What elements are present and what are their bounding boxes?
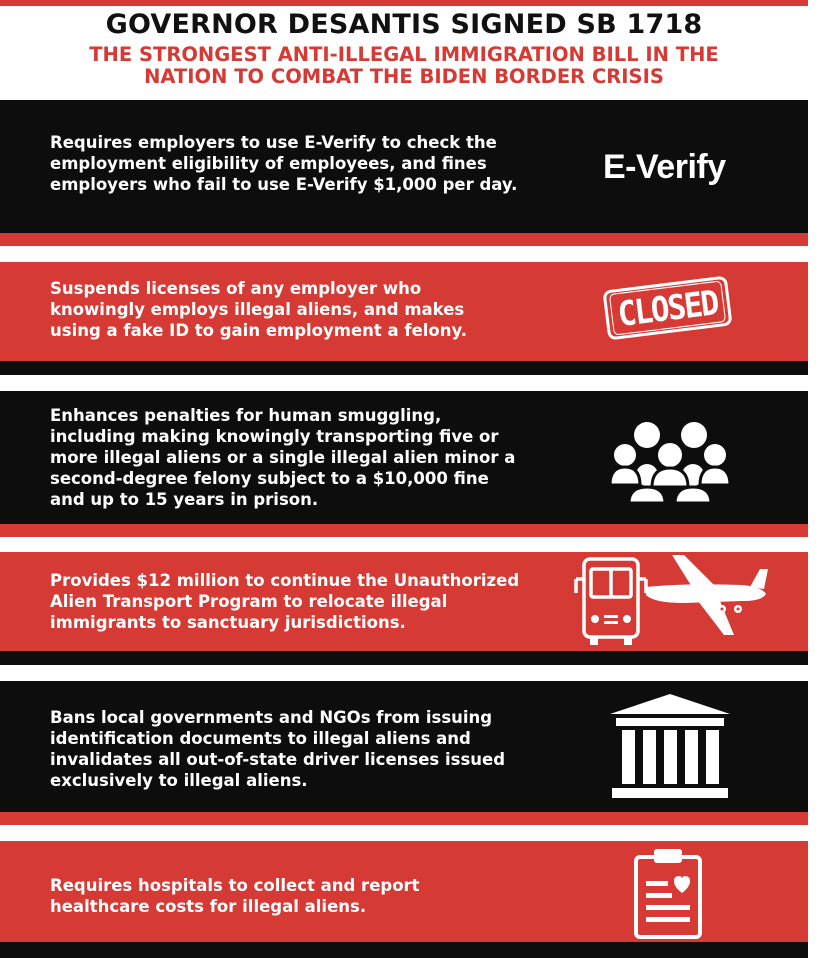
panel-line: Bans local governments and NGOs from issuing — [50, 708, 493, 727]
bottom-stripe — [0, 942, 808, 958]
panel-line: employment eligibility of employees, and fines — [50, 154, 487, 173]
panel-line: healthcare costs for illegal aliens. — [50, 897, 367, 916]
panel-hospital-costs — [0, 841, 808, 942]
separator-stripe — [0, 361, 808, 375]
medical-clipboard-icon — [632, 845, 704, 941]
separator-stripe — [0, 233, 808, 246]
separator-stripe — [0, 651, 808, 665]
panel-line: employers who fail to use E-Verify $1,000 per day. — [50, 175, 518, 194]
bus-and-plane-icon — [574, 549, 772, 649]
panel-line: more illegal aliens or a single illegal alien minor a — [50, 448, 516, 467]
panel-line: identification documents to illegal aliens and — [50, 729, 471, 748]
panel-text — [50, 132, 570, 195]
panel-text — [50, 570, 570, 633]
header — [0, 8, 808, 88]
top-accent-bar — [0, 0, 808, 6]
panel-line: using a fake ID to gain employment a felony. — [50, 321, 468, 340]
panel-line: and up to 15 years in prison. — [50, 490, 319, 509]
page-title: GOVERNOR DESANTIS SIGNED SB 1718 — [105, 9, 703, 40]
panel-line: knowingly employs illegal aliens, and makes — [50, 300, 465, 319]
crowd-icon — [608, 413, 732, 503]
panel-human-smuggling — [0, 391, 808, 524]
panel-text — [50, 278, 570, 341]
panel-text — [50, 875, 570, 917]
panel-line: Provides $12 million to continue the Unauthorized — [50, 571, 520, 590]
panel-line: second-degree felony subject to a $10,000 fine — [50, 469, 489, 488]
panel-id-documents — [0, 681, 808, 812]
panel-text — [50, 707, 570, 791]
panel-e-verify — [0, 100, 808, 233]
panel-line: Alien Transport Program to relocate illegal — [50, 592, 448, 611]
panel-text — [50, 405, 570, 510]
panel-line: Requires hospitals to collect and report — [50, 876, 420, 895]
government-building-icon — [608, 694, 732, 798]
panel-line: exclusively to illegal aliens. — [50, 771, 308, 790]
subtitle-line: THE STRONGEST ANTI-ILLEGAL IMMIGRATION BILL IN THE — [89, 43, 719, 66]
separator-stripe — [0, 524, 808, 537]
panel-line: immigrants to sanctuary jurisdictions. — [50, 613, 406, 632]
closed-stamp-text: CLOSED — [609, 280, 726, 335]
panel-line: including making knowingly transporting five or — [50, 427, 499, 446]
panel-line: invalidates all out-of-state driver licenses issued — [50, 750, 506, 769]
subtitle-line: NATION TO COMBAT THE BIDEN BORDER CRISIS — [144, 65, 664, 88]
panel-line: Enhances penalties for human smuggling, — [50, 406, 442, 425]
panel-line: Requires employers to use E-Verify to check the — [50, 133, 497, 152]
separator-stripe — [0, 812, 808, 825]
e-verify-logo: E-Verify — [603, 148, 726, 186]
page-subtitle — [0, 44, 808, 88]
panel-line: Suspends licenses of any employer who — [50, 279, 422, 298]
